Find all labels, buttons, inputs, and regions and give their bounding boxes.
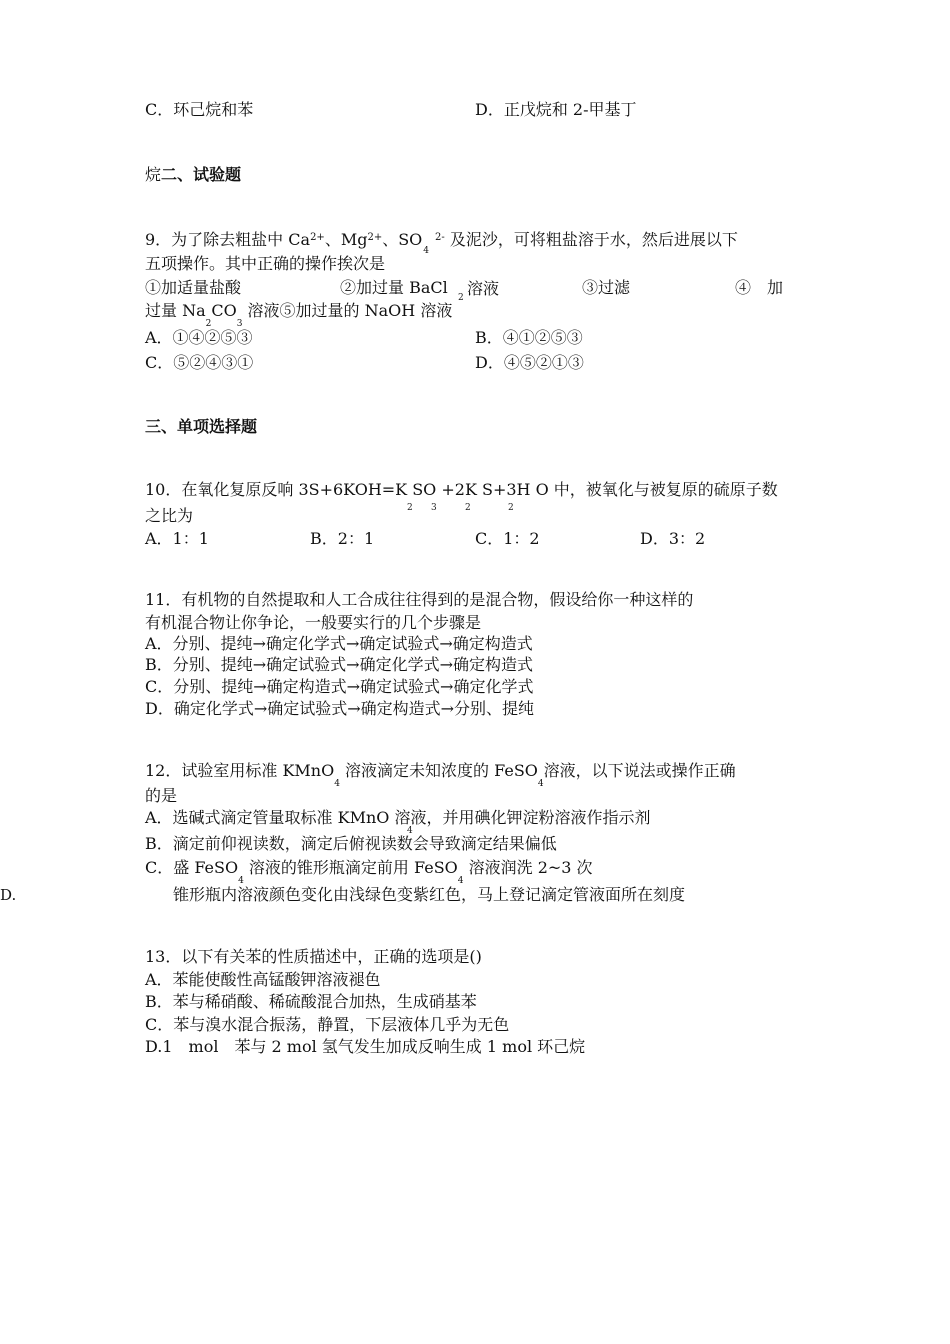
q9-step-1: ①加适量盐酸 bbox=[145, 278, 242, 297]
q12-stem-line2: 的是 bbox=[145, 786, 178, 805]
q9-bacl2-subscript: 2 bbox=[458, 293, 464, 303]
q9-step-2-solution: 溶液 bbox=[467, 279, 500, 298]
q12-kmno4-subscript: 4 bbox=[334, 779, 340, 789]
q8-option-d: D．正戊烷和 2-甲基丁 bbox=[475, 100, 637, 119]
q13-option-a: A．苯能使酸性高锰酸钾溶液褪色 bbox=[145, 970, 381, 989]
section-2-heading bbox=[145, 164, 241, 186]
q12-text-c: 溶液，以下说法或操作正确 bbox=[543, 761, 736, 780]
q11-stem-line2: 有机混合物让你争论，一般要实行的几个步骤是 bbox=[145, 613, 482, 632]
q13-option-d: D.1 mol 苯与 2 mol 氢气发生加成反响生成 1 mol 环己烷 bbox=[145, 1037, 586, 1056]
q12-option-d: 锥形瓶内溶液颜色变化由浅绿色变紫红色，马上登记滴定管液面所在刻度 bbox=[173, 885, 686, 904]
q12-option-d-label: D. bbox=[0, 886, 17, 904]
q12-option-b: B．滴定前仰视读数，滴定后俯视读数会导致滴定结果偏低 bbox=[145, 834, 557, 853]
q10-option-b: B．2：1 bbox=[310, 529, 375, 548]
q12-text-b: 溶液滴定未知浓度的 FeSO bbox=[339, 761, 538, 780]
q12-option-c bbox=[145, 857, 593, 886]
q12-option-c-text-a: C．盛 FeSO bbox=[145, 858, 239, 877]
q9-option-b: B．④①②⑤③ bbox=[475, 328, 583, 347]
q11-stem-line1: 11．有机物的自然提取和人工合成往往得到的是混合物，假设给你一种这样的 bbox=[145, 590, 694, 609]
q9-so4-subscript: 4 bbox=[423, 246, 430, 256]
q12-option-c-subscript-b: 4 bbox=[457, 876, 464, 886]
q9-option-d: D．④⑤②①③ bbox=[475, 353, 584, 372]
q9-mg-charge: 2+ bbox=[367, 232, 383, 243]
q9-text-a: 9．为了除去粗盐中 Ca bbox=[145, 230, 311, 249]
q9-stem-line2: 五项操作。其中正确的操作挨次是 bbox=[145, 254, 386, 273]
q9-text-d: 及泥沙，可将粗盐溶于水，然后进展以下 bbox=[444, 230, 738, 249]
q9-step-3: ③过滤 bbox=[582, 278, 631, 297]
q12-option-a: A．选碱式滴定管量取标准 KMnO 溶液，并用碘化钾淀粉溶液作指示剂 bbox=[145, 808, 651, 827]
q10-option-d: D．3：2 bbox=[640, 529, 706, 548]
q10-stem-line2: 之比为 bbox=[145, 506, 194, 525]
q13-option-b: B．苯与稀硝酸、稀硫酸混合加热，生成硝基苯 bbox=[145, 992, 477, 1011]
q9-option-a: A．①④②⑤③ bbox=[145, 328, 253, 347]
q9-co-text: CO bbox=[211, 301, 237, 320]
q9-step-4-start: ④ 加 bbox=[735, 278, 784, 297]
q13-option-c: C．苯与溴水混合振荡，静置，下层液体几乎为无色 bbox=[145, 1015, 510, 1034]
q10-k2s-subscript: 2 bbox=[465, 503, 471, 513]
section-2-title: 二、试验题 bbox=[161, 165, 242, 184]
q9-stem-line1 bbox=[145, 227, 738, 254]
q9-option-c: C．⑤②④③① bbox=[145, 353, 254, 372]
q8-option-c: C．环己烷和苯 bbox=[145, 100, 254, 119]
q9-so4-charge: 2- bbox=[435, 232, 445, 243]
section-3-title: 三、单项选择题 bbox=[145, 417, 258, 436]
q12-stem-line1 bbox=[145, 760, 736, 789]
q12-option-c-text-c: 溶液润洗 2~3 次 bbox=[463, 858, 593, 877]
q12-feso4-subscript: 4 bbox=[537, 779, 544, 789]
q9-na2-subscript: 2 bbox=[205, 319, 212, 329]
q9-text-c: 、SO bbox=[382, 230, 423, 249]
q9-step-2: ②加过量 BaCl bbox=[340, 278, 448, 297]
q8-option-d-continuation: 烷 bbox=[145, 165, 162, 184]
q12-text-a: 12．试验室用标准 KMnO bbox=[145, 761, 335, 780]
q10-option-c: C．1：2 bbox=[475, 529, 540, 548]
q12-option-c-subscript-a: 4 bbox=[238, 876, 244, 886]
q12-option-c-text-b: 溶液的锥形瓶滴定前用 FeSO bbox=[243, 858, 458, 877]
q11-option-a: A．分别、提纯→确定化学式→确定试验式→确定构造式 bbox=[145, 634, 533, 653]
q9-step-5: 溶液⑤加过量的 NaOH 溶液 bbox=[242, 301, 453, 320]
q11-option-b: B．分别、提纯→确定试验式→确定化学式→确定构造式 bbox=[145, 655, 533, 674]
q9-step-4-line bbox=[145, 300, 453, 329]
q9-text-b: 、Mg bbox=[324, 230, 368, 249]
q11-option-d: D．确定化学式→确定试验式→确定构造式→分别、提纯 bbox=[145, 699, 535, 718]
q10-option-a: A．1：1 bbox=[145, 529, 209, 548]
q12-option-a-subscript: 4 bbox=[407, 826, 413, 836]
q11-option-c: C．分别、提纯→确定构造式→确定试验式→确定化学式 bbox=[145, 677, 534, 696]
q10-k2-subscript: 2 bbox=[407, 503, 413, 513]
q9-co3-subscript: 3 bbox=[236, 319, 243, 329]
q10-o3-subscript: 3 bbox=[431, 503, 437, 513]
q10-stem-line1: 10．在氧化复原反响 3S+6KOH=K SO +2K S+3H O 中，被氧化与被复原的硫原子数 bbox=[145, 480, 778, 499]
q13-stem: 13．以下有关苯的性质描述中，正确的选项是() bbox=[145, 947, 482, 966]
q9-ca-charge: 2+ bbox=[310, 232, 325, 243]
q10-h2-subscript: 2 bbox=[508, 503, 514, 513]
q9-na-text: 过量 Na bbox=[145, 301, 206, 320]
